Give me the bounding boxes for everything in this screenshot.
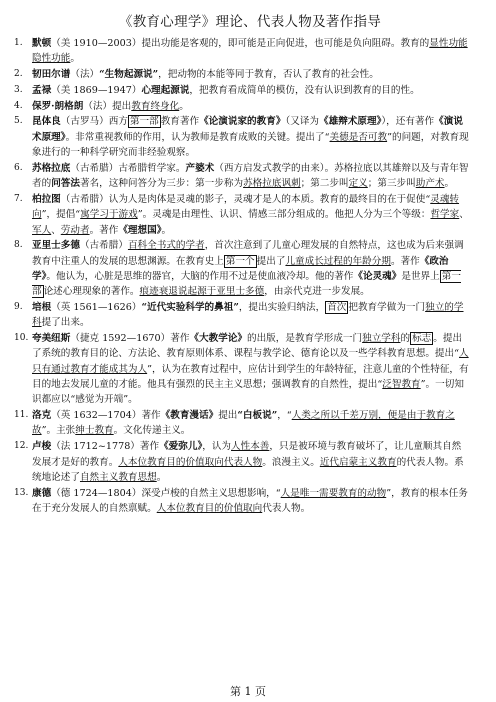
item-text-segment: 提了出来。 (41, 317, 90, 329)
item-text-segment: 提出 (218, 410, 238, 422)
item-text-segment: 泛智教育 (382, 379, 421, 391)
item-text-segment: 产婆术 (185, 162, 215, 174)
item-number: 10. (14, 333, 29, 344)
item-text-segment: ”，提倡“ (41, 209, 81, 221)
item-text-segment: ，由亲代克进一步发展。 (264, 286, 370, 298)
list-item (14, 331, 470, 407)
item-text-segment: 教育终身化 (131, 100, 180, 112)
item-text-segment: 哲学家 (430, 209, 460, 221)
item-text-segment: “白板说” (237, 410, 278, 422)
item-text-segment: 百科全书式的学者 (127, 240, 205, 252)
item-text-segment: ”。一切知识都应以“感觉为开端”。 (32, 379, 464, 406)
item-text-segment: 韧田尔谱 (32, 69, 71, 81)
item-text-segment: 显性功能隐性功能 (32, 38, 468, 65)
item-text-segment: 昆体良 (32, 116, 61, 128)
item-text-segment: 、 (51, 224, 61, 236)
list-item (14, 300, 470, 331)
item-text-segment: ；第三步叫 (367, 178, 416, 190)
item-text-segment: 助产术 (415, 178, 445, 190)
item-text-segment: （又译为 (285, 116, 320, 128)
item-text-segment: 著名，这种问答分为三步：第一步称为 (79, 178, 244, 190)
item-text-segment: 是世界上 (401, 270, 440, 282)
item-text-segment: ”，认为在教育过程中，应估计到学生的年龄特征，注意儿童的个性特征，有目的地去发展儿童的才能。他具有强烈的民主主义思想；强调教育的自然性，提出“ (32, 363, 469, 391)
item-text-segment: 代表人物。 (262, 502, 311, 514)
item-text-segment: 默顿 (32, 38, 52, 49)
list-item (14, 486, 470, 517)
item-text-segment: 洛克 (32, 410, 52, 422)
item-text-segment: 《大教学论》 (189, 333, 247, 345)
item-text-segment: （古罗马）西方 (60, 116, 128, 128)
item-text-segment: 。 (156, 471, 167, 483)
item-text-segment: 。著作 (89, 224, 119, 236)
item-text-segment: （法 1712~1778）著作 (51, 441, 160, 453)
item-text-segment: 提出了 (256, 255, 286, 267)
list-item (14, 192, 470, 238)
item-text-segment: 人性本善 (231, 441, 270, 453)
item-text-segment: 问答法 (51, 178, 80, 190)
list-item (14, 161, 470, 192)
list-item (14, 114, 470, 160)
item-text-segment: （英 1632—1704）著作 (51, 410, 161, 422)
item-text-segment: （法） (70, 69, 100, 81)
list-item (14, 83, 470, 98)
item-text-segment: ；第二步叫 (300, 178, 349, 190)
item-text-segment: 。著作 (390, 255, 420, 267)
item-text-segment: 人本位教育目的价值取向代表人物 (118, 456, 263, 468)
list-item (14, 238, 470, 299)
page-number: 第 1 页 (230, 685, 266, 698)
item-text-segment: （古希腊） (79, 240, 128, 252)
item-text-segment: 《爱弥儿》 (159, 441, 203, 453)
document-title: 《教育心理学》理论、代表人物及著作指导 (118, 14, 382, 30)
item-text-segment: ，首次注意到了儿童心理发展的自然特点，这也成为后来强调教育中注重人的发展的思想渊源。在教育史上 (32, 240, 464, 267)
item-text-segment: 第一个 (225, 255, 255, 267)
item-text-segment: （英 1561—1626） (51, 302, 142, 314)
item-number: 9. (14, 302, 23, 313)
item-text-segment: ，“ (277, 410, 292, 422)
item-text-segment: 的 (400, 333, 411, 345)
item-text-segment: 定义 (348, 178, 368, 190)
item-text-segment: 《演说术原理》 (32, 116, 463, 143)
item-text-segment: 第一部 (32, 270, 461, 298)
item-text-segment: 美德是否可教 (329, 131, 388, 143)
item-text-segment: 《教育漫话》 (160, 410, 219, 422)
item-text-segment: ”。灵魂是由理性、认识、情感三部分组成的。他把人分为三个等级： (137, 209, 431, 221)
item-number: 7. (14, 193, 23, 204)
list-item (14, 408, 470, 439)
item-text-segment: ），还有著作 (381, 116, 435, 128)
item-text-segment: （古希腊）古希腊哲学家。 (70, 162, 186, 174)
item-number: 3. (14, 84, 23, 95)
item-text-segment: 。非常重视教师的作用，认为教师是教育成败的关键。提出了“ (65, 131, 330, 143)
item-text-segment: 标志 (412, 333, 432, 345)
item-text-segment: （捷克 1592—1670）著作 (70, 333, 190, 345)
item-text-segment: 痕迹衰退说起源于亚里士多德 (139, 286, 265, 298)
item-text-segment: 柏拉图 (32, 193, 61, 205)
item-number: 2. (14, 69, 23, 80)
item-text-segment: ，认为 (202, 441, 232, 453)
item-text-segment: 。 (70, 53, 80, 65)
item-text-segment: “近代实验科学的鼻祖” (141, 302, 239, 314)
item-text-segment: 第一部 (129, 116, 159, 128)
item-text-segment: 、 (459, 209, 469, 221)
list-item (14, 67, 470, 82)
item-text-segment: 的代表人物。系统地论述了 (32, 456, 464, 483)
item-text-segment: 人本位教育目的价值取向 (156, 502, 263, 514)
item-number: 11. (14, 410, 29, 421)
item-text-segment: （美 1869—1947） (51, 84, 142, 96)
item-text-segment: 独立学科 (362, 333, 401, 345)
item-text-segment: ”，教育的根本任务在于充分发展人的自然禀赋。 (32, 487, 468, 514)
item-text-segment: 教育著作 (160, 116, 200, 128)
item-text-segment: （美 1910—2003）提出功能是客观的，即可能是正向促进，也可能是负向阻碍。教育的 (51, 38, 430, 49)
item-text-segment: 卢梭 (32, 441, 52, 453)
item-text-segment: （古希腊）认为人是肉体是灵魂的影子，灵魂才是人的本质。教育的最终目的在于促使“ (60, 193, 431, 205)
item-text-segment: （德 1724—1804）深受卢梭的自然主义思想影响，“ (51, 487, 281, 499)
item-number: 6. (14, 162, 23, 173)
item-text-segment: 心理起源说 (141, 84, 190, 96)
item-text-segment: 首次 (327, 302, 347, 314)
item-text-segment: 苏格拉底 (32, 162, 71, 174)
item-text-segment: 康德 (32, 487, 52, 499)
item-text-segment: 。 (161, 224, 172, 236)
item-text-segment: 。提出了系统的教育目的论、方法论、教育原则体系、课程与教学论、德育论以及一些学科教育思想。提出“ (32, 333, 463, 360)
item-text-segment: ，把教育看成简单的模仿，没有认识到教育的目的性。 (189, 84, 420, 96)
item-text-segment: ，把动物的本能等同于教育，否认了教育的社会性。 (158, 69, 379, 81)
item-text-segment: 论述心理现象的著作。 (43, 286, 140, 298)
item-text-segment: （西方启发式教学的由来）。苏格拉底以其雄辩以及与青年智者的 (32, 162, 469, 190)
item-text-segment: 儿童成长过程的年龄分期 (285, 255, 391, 267)
item-text-segment: ，提出实验归纳法， (238, 302, 326, 314)
item-number: 1. (14, 38, 23, 48)
item-text-segment: 人类之所以千差万别，便是由于教育之故 (32, 410, 455, 437)
item-text-segment: 保罗·朗格朗 (32, 100, 84, 112)
item-text-segment: 。浪漫主义。 (262, 456, 320, 468)
list-item (14, 36, 470, 67)
item-number: 12. (14, 441, 29, 452)
item-text-segment: 劳动者 (60, 224, 90, 236)
item-text-segment: 。 (444, 178, 455, 190)
list-item (14, 99, 470, 114)
theory-list (14, 36, 470, 516)
item-text-segment: 苏格拉底讽刺 (243, 178, 301, 190)
item-text-segment: 夸美纽斯 (32, 333, 71, 345)
item-text-segment: 。 (179, 100, 189, 112)
item-text-segment: 寓学习于游戏 (80, 209, 138, 221)
item-text-segment: 人只有通过教育才能成其为人 (32, 348, 469, 375)
item-text-segment: 近代启蒙主义教育 (319, 456, 397, 468)
item-text-segment: ”的问题，对教育现象进行的一种科学研究而非经验观察。 (32, 131, 469, 159)
item-text-segment: 《论演说家的教育》 (199, 116, 286, 128)
item-number: 5. (14, 116, 23, 127)
item-text-segment: 军人 (32, 224, 52, 236)
item-text-segment: “生物起源说” (99, 69, 159, 81)
item-text-segment: 《论灵魂》 (353, 270, 402, 282)
item-text-segment: 绅士教育 (75, 425, 114, 437)
item-text-segment: 灵魂转向 (32, 193, 460, 221)
item-text-segment: 的出版，是教育学形成一门 (246, 333, 363, 345)
item-text-segment: 亚里士多德 (32, 240, 80, 252)
item-text-segment: 。他认为，心脏是思维的器官，大脑的作用不过是使血液冷却。他的著作 (46, 270, 354, 282)
item-text-segment: 孟禄 (32, 84, 52, 96)
list-item (14, 439, 470, 485)
item-text-segment: 《理想国》 (118, 224, 162, 236)
item-number: 13. (14, 487, 29, 498)
item-text-segment: 独立的学科 (32, 302, 464, 329)
item-text-segment: 把教育学做为一门 (348, 302, 426, 314)
item-text-segment: 。文化传递主义。 (113, 425, 191, 437)
item-text-segment: 人是唯一需要教育的动物 (280, 487, 387, 499)
item-text-segment: 《雄辩术原理》 (319, 116, 382, 128)
item-number: 4. (14, 100, 23, 111)
item-text-segment: 培根 (32, 302, 52, 314)
item-text-segment: ”。主张 (41, 425, 76, 437)
item-number: 8. (14, 240, 23, 251)
item-text-segment: 自然主义教育思想 (79, 471, 157, 483)
item-text-segment: （法）提出 (83, 100, 132, 112)
item-text-segment: 《政治学》 (32, 255, 449, 282)
item-text-segment: ，只是被环境与教育破坏了，让儿童顺其自然发展才是好的教育。 (32, 441, 462, 468)
